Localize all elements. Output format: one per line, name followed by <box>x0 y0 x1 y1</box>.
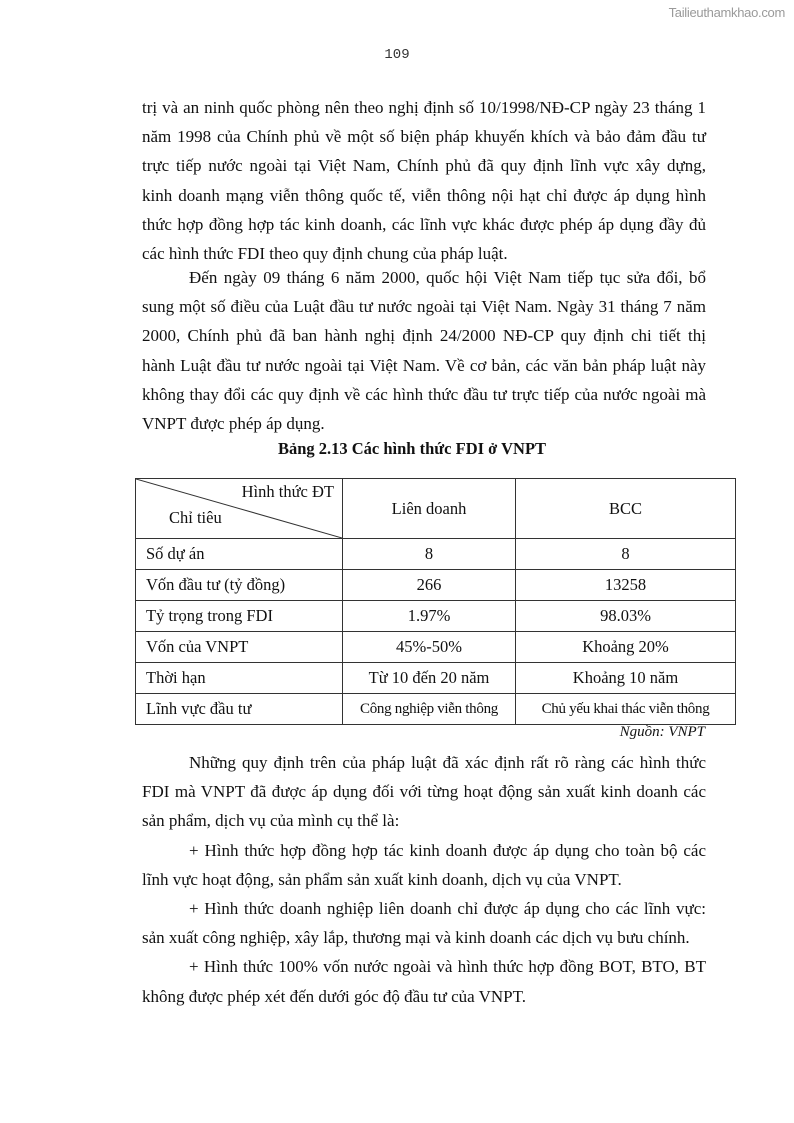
table-row <box>136 632 736 663</box>
table-cell: 1.97% <box>343 601 516 632</box>
text-line: Đến ngày 09 tháng 6 năm 2000, quốc hội Việt Nam tiếp tục sửa đổi, bổ <box>189 268 706 287</box>
text-line: thức hợp đồng hợp tác kinh doanh, các lĩnh vực khác được phép áp dụng đầy đủ <box>142 214 706 234</box>
fdi-table <box>135 478 736 725</box>
table-cell: 45%-50% <box>343 632 516 663</box>
text-line: sản phẩm, dịch vụ của mình cụ thể là: <box>142 811 400 831</box>
row-label: Vốn đầu tư (tỷ đồng) <box>136 570 343 601</box>
table-cell: 8 <box>516 539 736 570</box>
column-header: BCC <box>516 479 736 539</box>
row-label: Tỷ trọng trong FDI <box>136 601 343 632</box>
text-line: 2000, Chính phủ đã ban hành nghị định 24/2000 NĐ-CP quy định chi tiết thị <box>142 326 706 346</box>
bullet-line: + Hình thức 100% vốn nước ngoài và hình thức hợp đồng BOT, BTO, BT <box>189 957 706 977</box>
table-cell: Công nghiệp viễn thông <box>343 694 516 725</box>
row-label: Vốn của VNPT <box>136 632 343 663</box>
bullet-line: + Hình thức hợp đồng hợp tác kinh doanh được áp dụng cho toàn bộ các <box>189 840 706 860</box>
header-top-label: Hình thức ĐT <box>241 482 334 501</box>
column-header: Liên doanh <box>343 479 516 539</box>
text-line: kinh doanh mạng viễn thông quốc tế, viễn thông nội hạt chỉ được áp dụng hình <box>142 185 706 205</box>
page-number: 109 <box>384 47 410 63</box>
table-cell: Khoảng 20% <box>516 632 736 663</box>
text-line: VNPT được phép áp dụng. <box>142 414 325 434</box>
table-cell: 266 <box>343 570 516 601</box>
watermark: Tailieuthamkhao.com <box>668 5 785 20</box>
table-cell: 98.03% <box>516 601 736 632</box>
text-line: các hình thức FDI theo quy định chung của pháp luật. <box>142 244 508 264</box>
table-row <box>136 601 736 632</box>
diagonal-header-cell <box>136 479 343 539</box>
text-line: sản xuất công nghiệp, xây lắp, thương mại và kinh doanh các dịch vụ bưu chính. <box>142 928 690 948</box>
text-line: không được phép xét đến dưới góc độ đầu tư của VNPT. <box>142 986 526 1006</box>
table-row <box>136 539 736 570</box>
text-line: sung một số điều của Luật đầu tư nước ngoài tại Việt Nam. Ngày 31 tháng 7 năm <box>142 297 706 317</box>
paragraph-3 <box>142 748 706 1011</box>
text-line: hành Luật đầu tư nước ngoài tại Việt Nam. Về cơ bản, các văn bản pháp luật này <box>142 355 706 375</box>
text-line: lĩnh vực hoạt động, sản phẩm sản xuất kinh doanh, dịch vụ của VNPT. <box>142 869 622 889</box>
text-line: không thay đổi các quy định về các hình thức đầu tư trực tiếp của nước ngoài mà <box>142 384 706 404</box>
table-cell: 8 <box>343 539 516 570</box>
table-row <box>136 694 736 725</box>
table-row <box>136 663 736 694</box>
row-label: Thời hạn <box>136 663 343 694</box>
text-line: trực tiếp nước ngoài tại Việt Nam, Chính phủ đã quy định lĩnh vực xây dựng, <box>142 156 706 176</box>
table-cell: Từ 10 đến 20 năm <box>343 663 516 694</box>
bullet-line: + Hình thức doanh nghiệp liên doanh chỉ được áp dụng cho các lĩnh vực: <box>189 899 706 919</box>
table-header-row <box>136 479 736 539</box>
table-cell: 13258 <box>516 570 736 601</box>
text-line: trị và an ninh quốc phòng nên theo nghị định số 10/1998/NĐ-CP ngày 23 tháng 1 <box>142 98 706 117</box>
text-line: Những quy định trên của pháp luật đã xác định rất rõ ràng các hình thức <box>189 753 706 772</box>
table-caption: Bảng 2.13 Các hình thức FDI ở VNPT <box>277 439 547 458</box>
text-line: năm 1998 của Chính phủ về một số biện pháp khuyến khích và bảo đảm đầu tư <box>142 127 706 147</box>
row-label: Số dự án <box>136 539 343 570</box>
table-cell: Chủ yếu khai thác viễn thông <box>516 694 736 725</box>
paragraph-1 <box>142 93 706 268</box>
table-source: Nguồn: VNPT <box>619 724 705 740</box>
table-row <box>136 570 736 601</box>
row-label: Lĩnh vực đầu tư <box>136 694 343 725</box>
header-bottom-label: Chỉ tiêu <box>169 508 222 527</box>
text-line: FDI mà VNPT đã được áp dụng đối với từng hoạt động sản xuất kinh doanh các <box>142 782 706 802</box>
table-cell: Khoảng 10 năm <box>516 663 736 694</box>
paragraph-2 <box>142 263 706 438</box>
